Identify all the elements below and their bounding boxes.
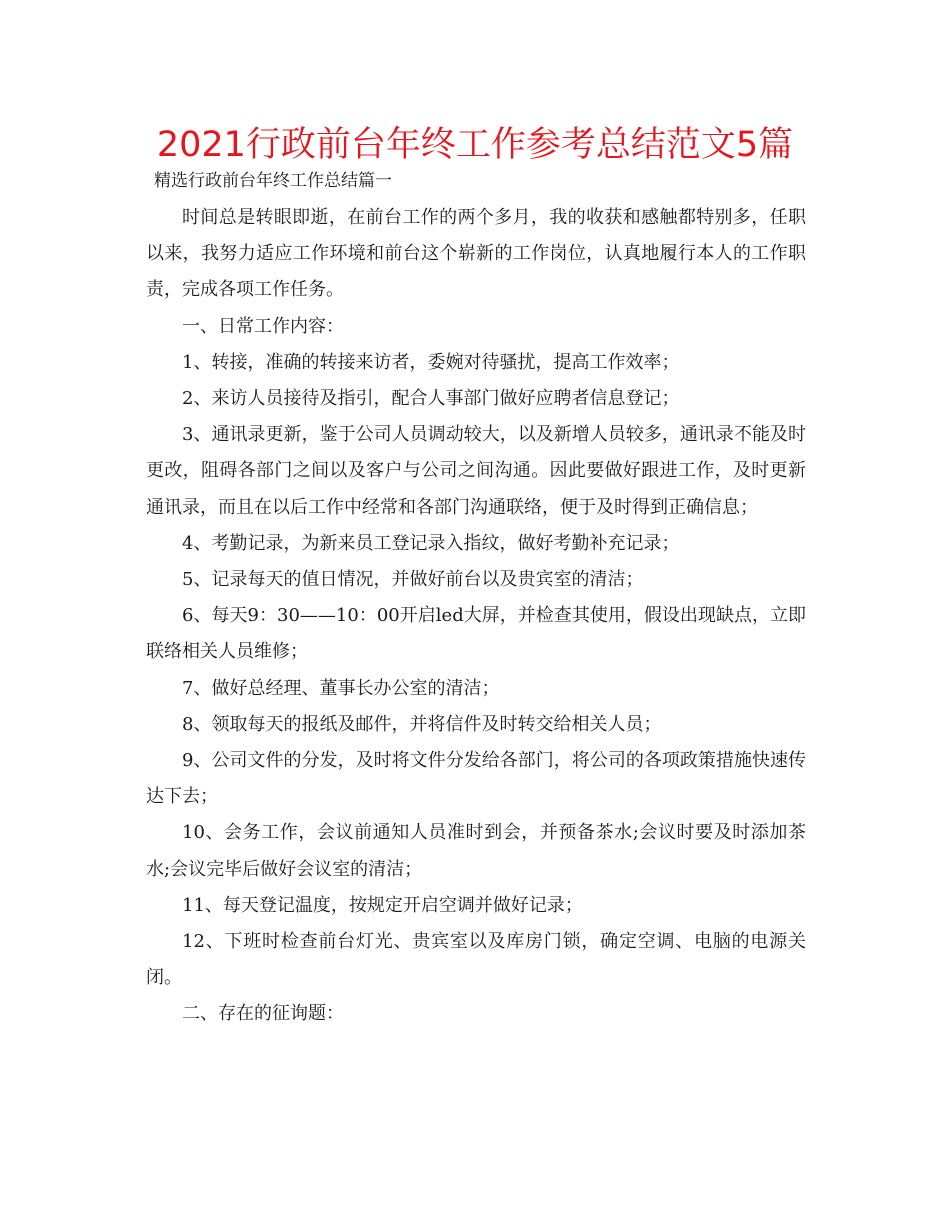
list-item: 9、公司文件的分发，及时将文件分发给各部门，将公司的各项政策措施快速传达下去；	[146, 750, 806, 808]
document-title: 2021行政前台年终工作参考总结范文5篇	[156, 125, 794, 165]
section-heading-problems: 二、存在的征询题：	[182, 1003, 344, 1025]
document-body	[146, 200, 806, 1033]
list-item: 10、会务工作，会议前通知人员准时到会，并预备茶水;会议时要及时添加茶水;会议完毕后做好会议室的清洁；	[146, 822, 806, 880]
section-heading-daily-work: 一、日常工作内容：	[182, 315, 344, 337]
list-item: 4、考勤记录，为新来员工登记录入指纹，做好考勤补充记录；	[182, 532, 680, 554]
list-item: 6、每天9：30——10：00开启led大屏，并检查其使用，假设出现缺点，立即联络相关人员维修；	[146, 605, 806, 663]
list-item: 11、每天登记温度，按规定开启空调并做好记录；	[182, 894, 583, 916]
document-subtitle: 精选行政前台年终工作总结篇一	[154, 171, 392, 191]
list-item: 8、领取每天的报纸及邮件，并将信件及时转交给相关人员；	[182, 713, 662, 735]
list-item: 5、记录每天的值日情况，并做好前台以及贵宾室的清洁；	[182, 569, 644, 591]
list-item: 1、转接，准确的转接来访者，委婉对待骚扰，提高工作效率；	[182, 351, 680, 373]
list-item: 3、通讯录更新，鉴于公司人员调动较大，以及新增人员较多，通讯录不能及时更改，阻碍各部门之间以及客户与公司之间沟通。因此要做好跟进工作，及时更新通讯录，而且在以后工作中经常和各部门沟通联络，便于及时得到正确信息；	[146, 424, 806, 518]
paragraph-intro: 时间总是转眼即逝，在前台工作的两个多月，我的收获和感触都特别多，任职以来，我努力适应工作环境和前台这个崭新的工作岗位，认真地履行本人的工作职责，完成各项工作任务。	[146, 207, 806, 301]
list-item: 2、来访人员接待及指引，配合人事部门做好应聘者信息登记；	[182, 388, 680, 410]
list-item: 12、下班时检查前台灯光、贵宾室以及库房门锁，确定空调、电脑的电源关闭。	[146, 931, 806, 989]
list-item: 7、做好总经理、董事长办公室的清洁；	[182, 677, 500, 699]
